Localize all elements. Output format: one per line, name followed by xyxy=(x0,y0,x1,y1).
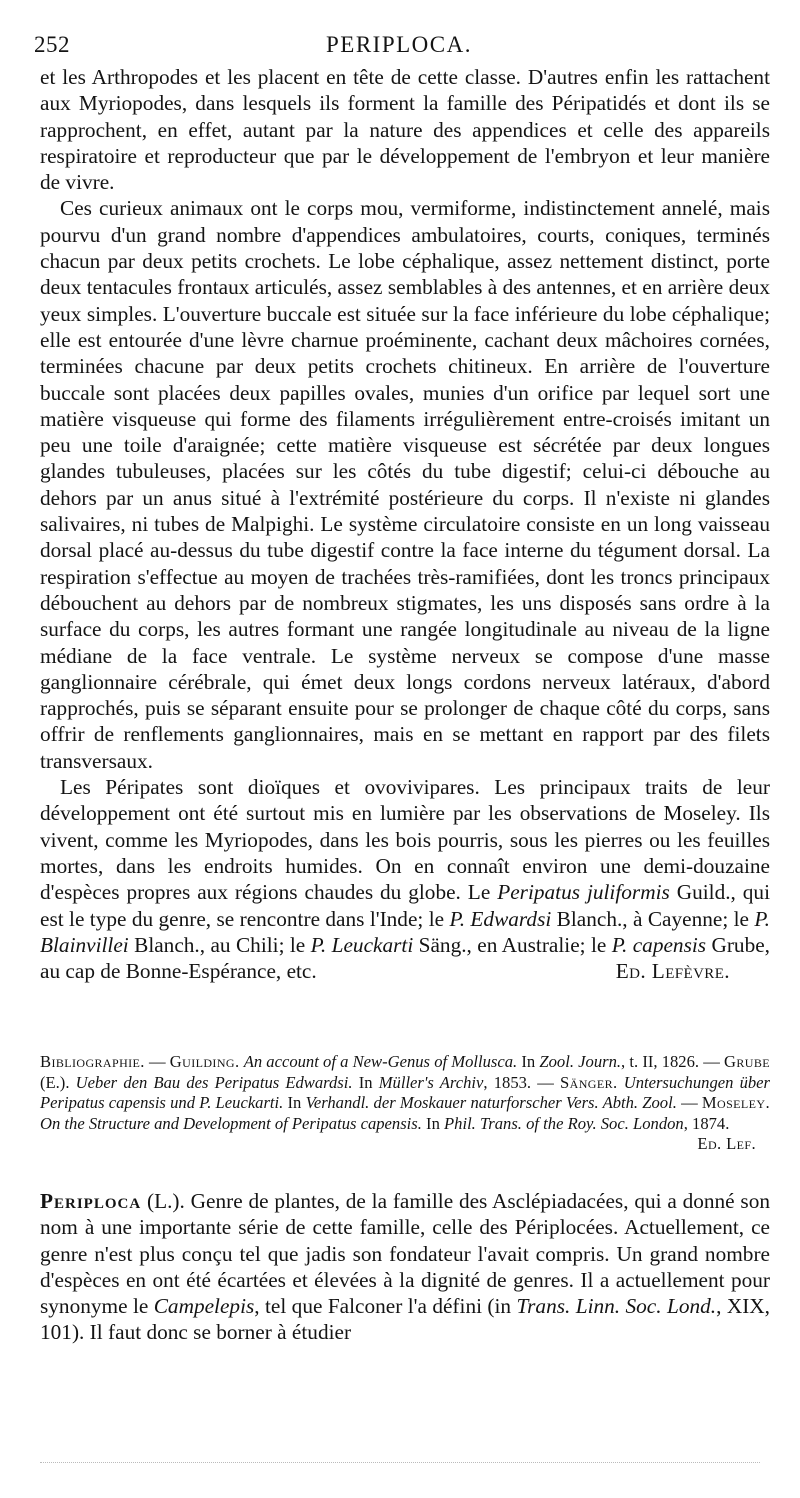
running-title: PERIPLOCA. xyxy=(326,32,472,57)
bibliography: Bibliographie. — Guilding. An account of a New-Genus of Mollusca. In Zool. Journ., t. II, 1826. — Grube (E.). Ueber den Bau des Peripatus Edwardsi. In Müller's Archiv, 1853. — Sänger. Untersuchungen über Peripatus capensis und P. Leuckarti. In Verhandl. der Moskauer naturforscher Vers. Abth. Zool. — Moseley. On the Structure and Development of Peripatus capensis. In Phil. Trans. of the Roy. Soc. London, 1874. Ed. Lef. xyxy=(40,1052,771,1154)
reference-title: Untersuchungen über Peripatus capensis und P. Leuckarti. xyxy=(40,1072,770,1113)
entry-text: , XIX, 101). Il faut donc se borner à étudier xyxy=(40,1294,770,1345)
paragraph-3 xyxy=(40,774,770,984)
reference-journal: Zool. Journ. xyxy=(539,1052,622,1071)
page-number: 252 xyxy=(34,32,70,57)
entry-text: , tel que Falconer l'a défini (in xyxy=(254,1294,517,1319)
species-name: P. Blainvillei xyxy=(40,906,770,957)
paragraph-3-text: Blanch., à Cayenne; le xyxy=(551,906,755,931)
author-signature: Ed. Lefèvre. xyxy=(615,959,730,984)
reference-author: Grube xyxy=(724,1052,771,1071)
dictionary-entry xyxy=(40,1188,770,1346)
reference-details: , 1874. xyxy=(683,1113,730,1133)
species-name: P. Leuckarti xyxy=(310,932,414,957)
species-name: P. Edwardsi xyxy=(449,906,552,931)
reference-title: Ueber den Bau des Peripatus Edwardsi. xyxy=(75,1072,353,1092)
reference-connector: In xyxy=(517,1052,540,1071)
genus-name: Campelepis xyxy=(153,1294,255,1319)
paragraph-3-text: Blanch., au Chili; le xyxy=(128,932,311,957)
reference-details: , t. II, 1826. — xyxy=(621,1052,725,1071)
paragraph-3-text: Guild., qui est le type du genre, se rencontre dans l'Inde; le xyxy=(40,880,770,931)
reference-journal: Müller's Archiv xyxy=(378,1072,484,1092)
article-body xyxy=(40,64,770,985)
paragraph-2: Ces curieux animaux ont le corps mou, vermiforme, indistinctement annelé, mais pourvu d'un grand nombre d'appendices ambulatoires, courts, coniques, terminés chacun par deux petits crochets. Le lobe céphalique, assez nettement distinct, porte deux tentacules frontaux articulés, assez semblables à des antennes, et en arrière deux yeux simples. L'ouverture buccale est située sur la face inférieure du lobe céphalique; elle est entourée d'une lèvre charnue proéminente, cachant deux mâchoires cornées, terminées chacune par deux petits crochets chitineux. En arrière de l'ouverture buccale sont placées deux papilles ovales, munies d'un orifice par lequel sort une matière visqueuse qui forme des filaments irrégulièrement entre-croisés imitant un peu une toile d'araignée; cette matière visqueuse est sécrétée par deux longues glandes tubuleuses, placées sur les côtés du tube digestif; celui-ci débouche au dehors par un anus situé à l'extrémité postérieure du corps. Il n'existe ni glandes salivaires, ni tubes de Malpighi. Le système circulatoire consiste en un long vaisseau dorsal placé au-dessus du tube digestif contre la face interne du tégument dorsal. La respiration s'effectue au moyen de trachées très-ramifiées, dont les troncs principaux débouchent au dehors par de nombreux stigmates, les uns disposés sans ordre à la surface du corps, les autres formant une rangée longitudinale au niveau de la ligne médiane de la face ventrale. Le système nerveux se compose d'une masse ganglionnaire cérébrale, qui émet deux longs cordons nerveux latéraux, d'abord rapprochés, puis se séparant ensuite pour se prolonger de chaque côté du corps, sans offrir de renflements ganglionnaires, mais en se mettant en rapport par des filets transversaux. xyxy=(40,196,770,773)
species-name: P. capensis xyxy=(611,932,707,957)
footer-rule xyxy=(40,1462,760,1463)
reference-author: Guilding. xyxy=(169,1052,240,1071)
paragraph-3-text: Grube, au cap de Bonne-Espérance, etc. xyxy=(40,932,770,984)
reference-journal: Phil. Trans. of the Roy. Soc. London xyxy=(444,1113,684,1133)
reference-details: — xyxy=(676,1093,702,1113)
bibliography-signature: Ed. Lef. xyxy=(697,1134,756,1154)
entry-text: Genre de plantes, de la famille des Asclépiadacées, qui a donné son nom à une importante série de cette famille, celle des Périplocées. Actuellement, ce genre n'est plus conçu tel que jadis son fondateur l'avait compris. Un grand nombre d'espèces en ont été écartées et élevées à la dignité de genres. Il a actuellement pour synonyme le xyxy=(40,1189,770,1319)
reference-journal: Verhandl. der Moskauer naturforscher Vers. Abth. Zool. xyxy=(305,1093,677,1113)
bibliography-label: Bibliographie. xyxy=(40,1052,145,1071)
species-name: Peripatus juliformis xyxy=(497,880,670,905)
entry-headword: Periploca xyxy=(40,1189,142,1213)
entry-authority: (L.). xyxy=(141,1189,185,1213)
reference-connector: In xyxy=(352,1072,379,1092)
reference-connector: In xyxy=(283,1093,306,1113)
reference-details: (E.). xyxy=(40,1072,76,1092)
reference-author: Sänger. xyxy=(560,1072,618,1092)
reference-author: Moseley. xyxy=(701,1093,770,1113)
paragraph-1: et les Arthropodes et les placent en tête de cette classe. D'autres enfin les rattachent aux Myriopodes, dans lesquels ils forment la famille des Péripatidés et dont ils se rapprochent, en effet, autant par la nature des appendices et celle des appareils respiratoire et reproducteur que par le développement de l'embryon et leur manière de vivre. xyxy=(40,65,770,195)
journal-name: Trans. Linn. Soc. Lond. xyxy=(516,1294,717,1319)
paragraph-3-text: Säng., en Australie; le xyxy=(413,932,612,957)
page-header xyxy=(34,30,764,60)
reference-connector: In xyxy=(421,1113,445,1133)
reference-title: An account of a New-Genus of Mollusca. xyxy=(243,1052,518,1071)
paragraph-3-text: Les Péripates sont dioïques et ovovivipares. Les principaux traits de leur développement ont été surtout mis en lumière par les observations de Moseley. Ils vivent, comme les Myriopodes, dans les bois pourris, sous les pierres ou les feuilles mortes, dans les endroits humides. On en connaît environ une demi-douzaine d'espèces propres aux régions chaudes du globe. Le xyxy=(40,775,770,905)
reference-title: On the Structure and Development of Peripatus capensis. xyxy=(40,1113,422,1133)
reference-details: , 1853. — xyxy=(483,1072,561,1092)
